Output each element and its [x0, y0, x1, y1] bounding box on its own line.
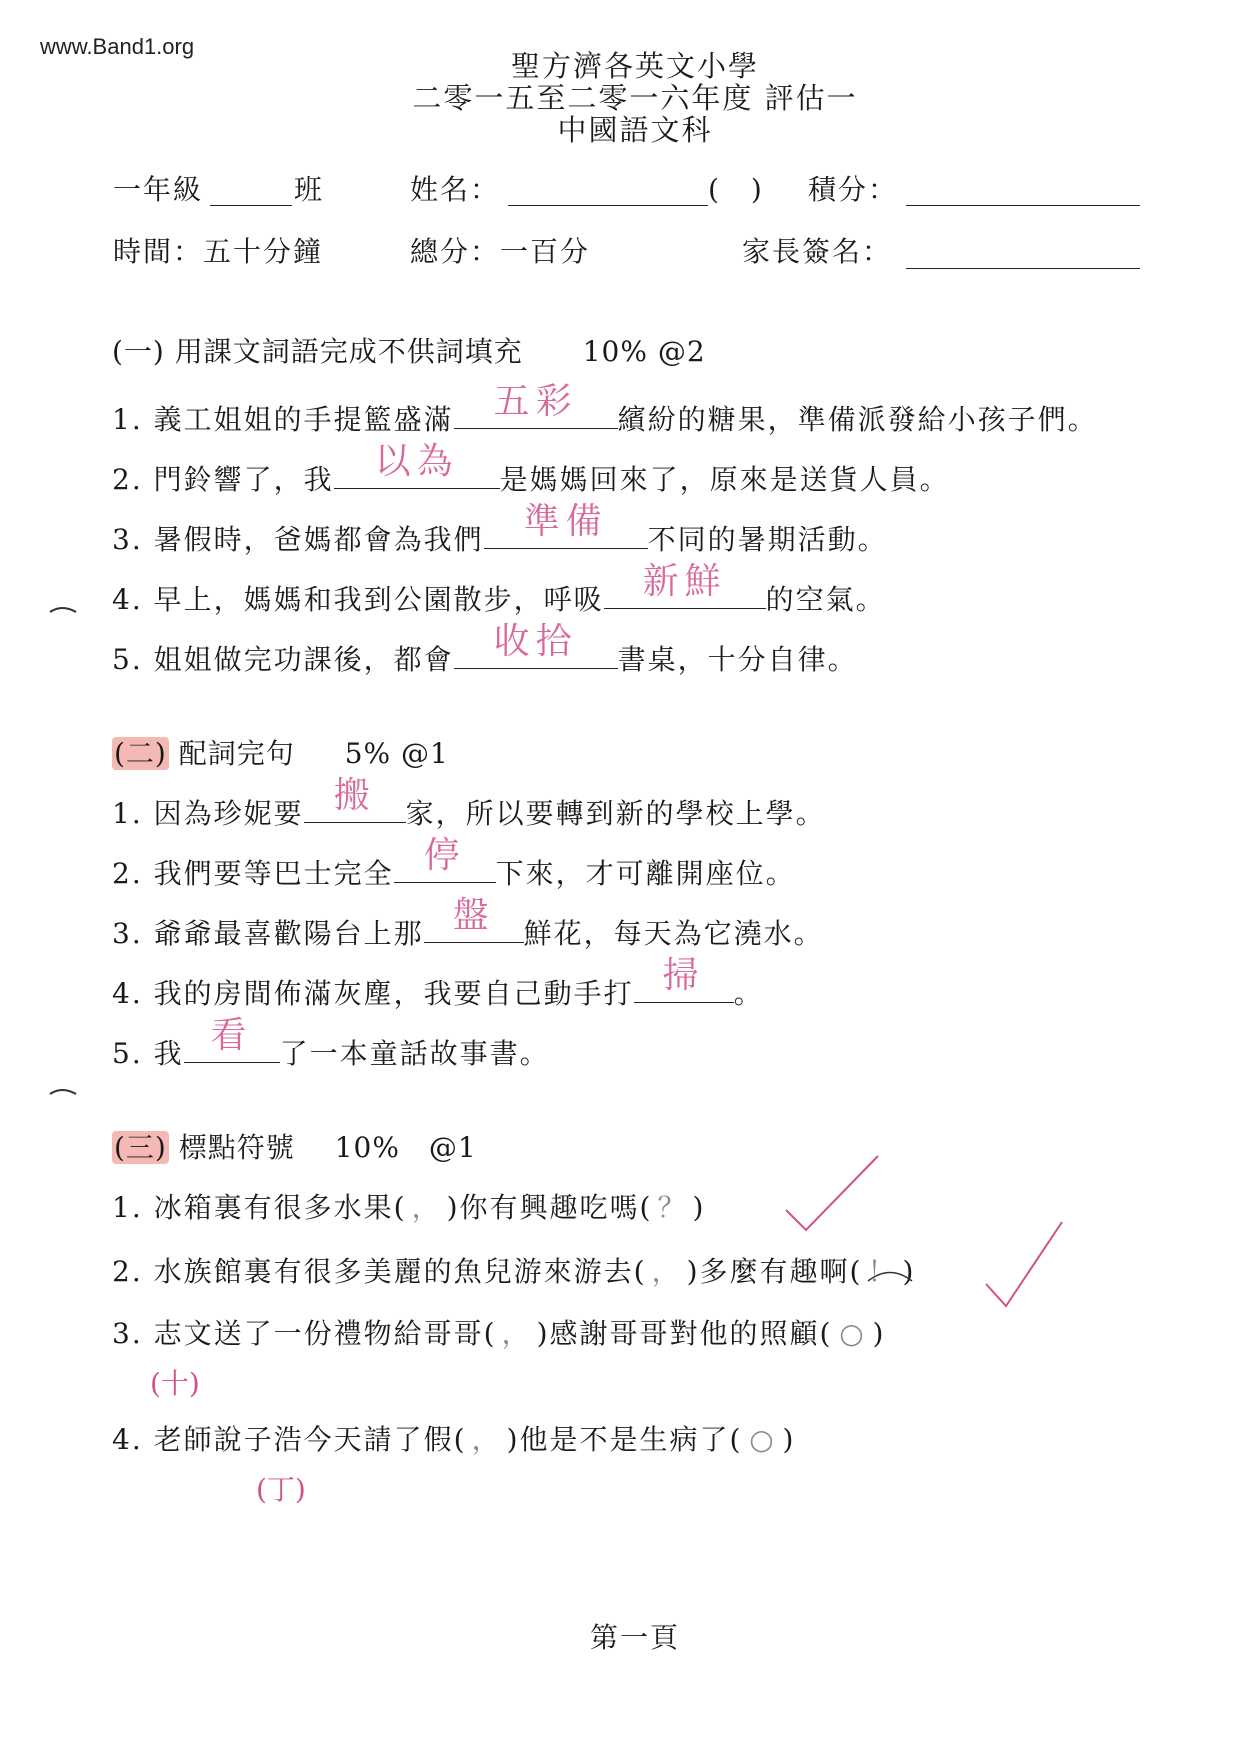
- s3-question-4: 4. 老師說子浩今天請了假( ， )他是不是生病了( ○ ): [112, 1418, 795, 1458]
- question-text: 早上，媽媽和我到公園散步，呼吸: [153, 583, 604, 616]
- check-mark-2: [986, 1222, 1062, 1306]
- question-number: 2.: [112, 463, 143, 496]
- name-blank[interactable]: [508, 205, 708, 206]
- section1-heading: [112, 330, 706, 370]
- question-text: 冰箱裏有很多水果: [153, 1191, 394, 1224]
- answer-blank[interactable]: [184, 1015, 280, 1063]
- name-label: 姓名：: [410, 173, 501, 206]
- question-number: 5.: [112, 643, 143, 676]
- question-text: 下來，才可離開座位。: [495, 857, 796, 890]
- total-marks-label: 總分：一百分: [410, 235, 591, 268]
- question-text: 我們要等巴士完全: [153, 857, 394, 890]
- handwritten-answer: 收拾: [493, 621, 578, 662]
- question-text: 多麼有趣啊: [699, 1255, 850, 1288]
- question-text: 志文送了一份禮物給哥哥: [153, 1317, 484, 1350]
- handwritten-answer: 看: [210, 1015, 253, 1056]
- question-number: 4.: [112, 583, 143, 616]
- question-text: 門鈴響了，我: [153, 463, 334, 496]
- score-blank[interactable]: [906, 205, 1140, 206]
- parent-sign-label: 家長簽名：: [742, 235, 893, 268]
- s1-question-4: [112, 561, 886, 618]
- section3-marks: 10% @1: [334, 1131, 477, 1164]
- question-text: 你有興趣吃嗎: [459, 1191, 640, 1224]
- handwritten-answer: 盤: [452, 895, 495, 936]
- school-name: 聖方濟各英文小學: [510, 49, 759, 83]
- subject-title: 中國語文科: [557, 113, 713, 147]
- question-text: 是媽媽回來了，原來是送貨人員。: [499, 463, 950, 496]
- grade-label: 一年級: [113, 173, 204, 206]
- answer-blank[interactable]: [604, 561, 766, 609]
- section2-marks: 5% @1: [344, 737, 449, 770]
- handwritten-answer: 新鮮: [642, 561, 727, 602]
- section1-number: (一): [112, 335, 165, 368]
- score-label: 積分：: [808, 173, 899, 206]
- question-number: 2.: [112, 857, 143, 890]
- check-mark-1: [786, 1156, 878, 1230]
- s1-question-2: [112, 441, 950, 498]
- answer-blank[interactable]: [454, 621, 618, 669]
- section3-heading: [112, 1126, 477, 1166]
- question-text: 我的房間佈滿灰塵，我要自己動手打: [153, 977, 634, 1010]
- question-text: 水族館裏有很多美麗的魚兒游來游去: [153, 1255, 634, 1288]
- question-text: 感謝哥哥對他的照顧: [549, 1317, 820, 1350]
- question-text: 因為珍妮要: [153, 797, 304, 830]
- question-number: 1.: [112, 797, 143, 830]
- s3-question-2: 2. 水族館裏有很多美麗的魚兒游來游去( ， )多麼有趣啊( ！ ): [112, 1250, 915, 1290]
- question-text: 暑假時，爸媽都會為我們: [153, 523, 484, 556]
- question-number: 1.: [112, 403, 143, 436]
- section1-title: 用課文詞語完成不供詞填充: [174, 335, 523, 368]
- question-text: 不同的暑期活動。: [647, 523, 888, 556]
- question-number: 2.: [112, 1255, 143, 1288]
- question-text: 鮮花，每天為它澆水。: [523, 917, 824, 950]
- handwritten-answer: 掃: [662, 955, 705, 996]
- punctuation-answer[interactable]: ，: [411, 1191, 442, 1224]
- section3-title: 標點符號: [178, 1131, 295, 1164]
- punctuation-answer[interactable]: ，: [501, 1317, 532, 1350]
- s2-question-4: [112, 955, 764, 1012]
- question-number: 5.: [112, 1037, 143, 1070]
- s2-question-1: [112, 775, 826, 832]
- class-label: 班: [294, 173, 325, 206]
- s1-question-5: [112, 621, 858, 678]
- correction-mark-4: (丁): [256, 1473, 306, 1506]
- section3-number: (三): [114, 1131, 167, 1164]
- answer-blank[interactable]: [394, 835, 496, 883]
- s1-question-1: [112, 381, 1098, 438]
- question-text: 書桌，十分自律。: [617, 643, 858, 676]
- question-number: 1.: [112, 1191, 143, 1224]
- punctuation-answer[interactable]: ○: [749, 1423, 776, 1456]
- section2-title: 配詞完句: [178, 737, 295, 770]
- handwritten-answer: 搬: [333, 775, 376, 816]
- answer-blank[interactable]: [304, 775, 406, 823]
- parent-sign-blank[interactable]: [906, 268, 1140, 269]
- answer-blank[interactable]: [484, 501, 648, 549]
- punctuation-answer[interactable]: ，: [651, 1255, 682, 1288]
- question-number: 4.: [112, 977, 143, 1010]
- section2-heading: [112, 732, 449, 772]
- s2-question-2: [112, 835, 796, 892]
- punctuation-answer[interactable]: ！: [867, 1255, 898, 1288]
- question-text: 了一本童話故事書。: [279, 1037, 550, 1070]
- margin-tick-1: [50, 608, 76, 612]
- punctuation-answer[interactable]: ，: [471, 1423, 502, 1456]
- question-number: 4.: [112, 1423, 143, 1456]
- time-label: 時間：五十分鐘: [113, 235, 324, 268]
- class-blank[interactable]: [210, 205, 292, 206]
- handwritten-answer: 準備: [523, 501, 608, 542]
- answer-blank[interactable]: [634, 955, 734, 1003]
- correction-mark-3: (十): [150, 1367, 200, 1400]
- question-text: 家，所以要轉到新的學校上學。: [405, 797, 826, 830]
- punctuation-answer[interactable]: ？: [657, 1191, 688, 1224]
- section2-number: (二): [114, 737, 167, 770]
- watermark-url: www.Band1.org: [40, 34, 195, 59]
- question-text: 繽紛的糖果，準備派發給小孩子們。: [617, 403, 1098, 436]
- class-number-paren: ( ): [708, 173, 764, 206]
- answer-blank[interactable]: [424, 895, 524, 943]
- margin-tick-2: [50, 1090, 76, 1094]
- question-text: 義工姐姐的手提籃盛滿: [153, 403, 454, 436]
- s2-question-3: [112, 895, 824, 952]
- answer-blank[interactable]: [454, 381, 618, 429]
- punctuation-answer[interactable]: ○: [839, 1317, 866, 1350]
- page-number: 第一頁: [589, 1621, 680, 1654]
- question-text: 爺爺最喜歡陽台上那: [153, 917, 424, 950]
- question-number: 3.: [112, 523, 143, 556]
- question-text: 他是不是生病了: [519, 1423, 730, 1456]
- s2-question-5: [112, 1015, 550, 1072]
- question-text: 姐姐做完功課後，都會: [153, 643, 454, 676]
- question-number: 3.: [112, 1317, 143, 1350]
- question-number: 3.: [112, 917, 143, 950]
- s1-question-3: [112, 501, 888, 558]
- school-year: 二零一五至二零一六年度 評估一: [412, 81, 858, 115]
- answer-blank[interactable]: [334, 441, 500, 489]
- section1-marks: 10% @2: [582, 335, 706, 368]
- question-text: 。: [733, 977, 764, 1010]
- handwritten-answer: 以為: [374, 441, 459, 482]
- handwritten-answer: 五彩: [493, 381, 578, 422]
- handwritten-answer: 停: [423, 835, 466, 876]
- question-text: 的空氣。: [765, 583, 886, 616]
- s3-question-3: 3. 志文送了一份禮物給哥哥( ， )感謝哥哥對他的照顧( ○ ): [112, 1312, 885, 1352]
- question-text: 老師說子浩今天請了假: [153, 1423, 454, 1456]
- s3-question-1: 1. 冰箱裏有很多水果( ， )你有興趣吃嗎( ？ ): [112, 1186, 705, 1226]
- question-text: 我: [153, 1037, 184, 1070]
